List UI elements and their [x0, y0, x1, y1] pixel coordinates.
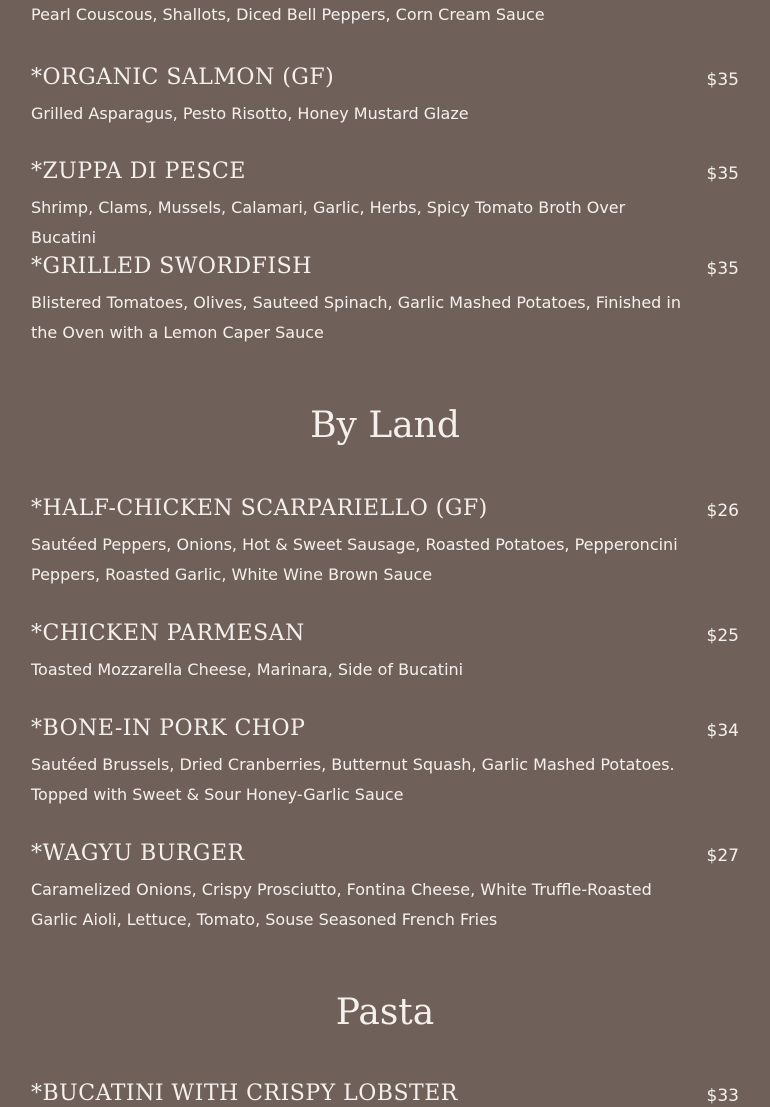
menu-item-price: $35 [706, 259, 739, 279]
section-title-pasta: Pasta [335, 992, 435, 1033]
menu-item-price: $33 [706, 1086, 739, 1106]
menu-item-description: Grilled Asparagus, Pesto Risotto, Honey Mustard Glaze [31, 104, 469, 123]
menu-item-description: Sautéed Peppers, Onions, Hot & Sweet Sausage, Roasted Potatoes, Pepperoncini Peppers, Roasted Garlic, White Wine Brown Sauce [31, 535, 678, 584]
menu-item-description: Pearl Couscous, Shallots, Diced Bell Peppers, Corn Cream Sauce [31, 5, 545, 24]
menu-item-description: Toasted Mozzarella Cheese, Marinara, Side of Bucatini [31, 660, 464, 679]
menu-item-name: *ZUPPA DI PESCE [31, 159, 246, 184]
menu-item-name: *BUCATINI WITH CRISPY LOBSTER [31, 1081, 458, 1106]
menu-item-description: Blistered Tomatoes, Olives, Sauteed Spinach, Garlic Mashed Potatoes, Finished in the Oven with a Lemon Caper Sauce [31, 293, 682, 342]
menu-item-price: $27 [706, 846, 739, 866]
menu-item-name: *GRILLED SWORDFISH [31, 254, 312, 279]
section-title-by-land: By Land [310, 405, 460, 446]
menu-item-price: $26 [706, 501, 739, 521]
menu-item-price: $35 [706, 164, 739, 184]
menu-item-price: $34 [706, 721, 739, 741]
menu-item-price: $25 [706, 626, 739, 646]
menu-item-description: Caramelized Onions, Crispy Prosciutto, Fontina Cheese, White Truffle-Roasted Garlic Aioli, Lettuce, Tomato, Souse Seasoned French Fries [31, 880, 652, 929]
menu-item-price: $35 [706, 70, 739, 90]
menu-item-name: *BONE-IN PORK CHOP [31, 716, 306, 741]
menu-item-name: *CHICKEN PARMESAN [31, 621, 305, 646]
menu-item-description: Shrimp, Clams, Mussels, Calamari, Garlic, Herbs, Spicy Tomato Broth Over Bucatini [31, 198, 626, 247]
menu-item-description: Sautéed Brussels, Dried Cranberries, Butternut Squash, Garlic Mashed Potatoes. Topped with Sweet & Sour Honey-Garlic Sauce [31, 755, 675, 804]
menu-item-name: *WAGYU BURGER [31, 841, 245, 866]
menu-item-name: *ORGANIC SALMON (GF) [31, 65, 335, 90]
menu-item-name: *HALF-CHICKEN SCARPARIELLO (GF) [31, 496, 488, 521]
